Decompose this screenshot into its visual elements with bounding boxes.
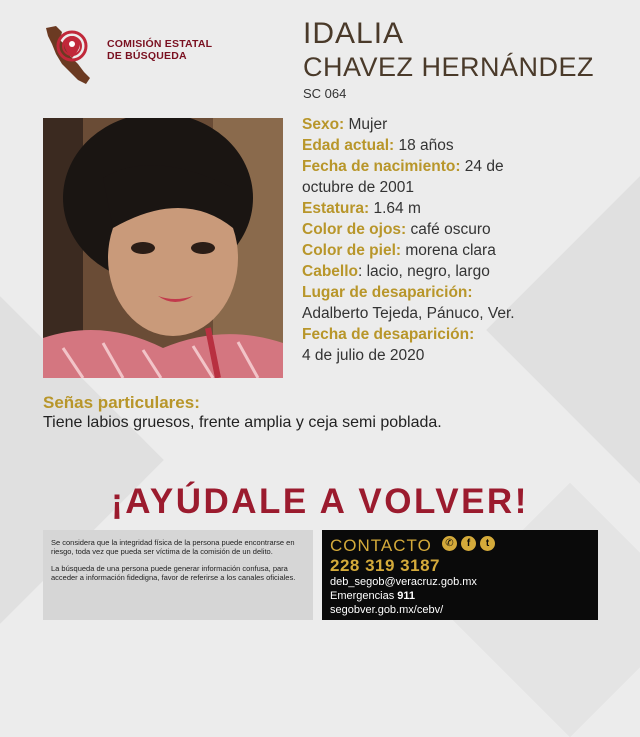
org-name [107,38,212,62]
slogan: ¡AYÚDALE A VOLVER! [111,482,529,521]
social-icons [442,536,495,551]
contact-emergency: Emergencias 911 [330,590,416,602]
edad-row: Edad actual: 18 años [302,137,454,154]
estatura-row: Estatura: 1.64 m [302,200,421,217]
lugar-label-row: Lugar de desaparición: [302,284,473,301]
contact-phone[interactable]: 228 319 3187 [330,556,440,575]
first-name: IDALIA [303,17,405,50]
ojos-row: Color de ojos: café oscuro [302,221,491,238]
legal-paragraph-1: Se considera que la integridad física de la persona puede encontrarse en riesgo, toda vez que pueda ser víctima de la comisión de un delito. [51,538,295,556]
nacimiento-row-cont: octubre de 2001 [302,179,415,196]
contact-website[interactable]: segobver.gob.mx/cebv/ [330,604,444,616]
twitter-icon[interactable]: t [480,536,495,551]
person-details [302,114,622,366]
cabello-row: Cabello: lacio, negro, largo [302,263,490,280]
case-code: SC 064 [303,86,347,101]
legal-notice [43,530,313,620]
logo [40,22,240,92]
last-name: CHAVEZ HERNÁNDEZ [303,52,595,82]
org-name-line2: DE BÚSQUEDA [107,50,187,62]
person-photo [43,118,283,378]
logo-map-icon [40,22,106,88]
org-name-line1: COMISIÓN ESTATAL [107,38,213,50]
senas-label: Señas particulares: [43,393,200,412]
legal-paragraph-2: La búsqueda de una persona puede generar información confusa, para acceder a información fidedigna, favor de referirse a los canales oficiales. [51,564,296,582]
sexo-row: Sexo: Mujer [302,116,388,133]
fecha-label-row: Fecha de desaparición: [302,326,475,343]
senas-text: Tiene labios gruesos, frente amplia y ceja semi poblada. [43,414,442,431]
contact-title: CONTACTO [330,536,432,555]
piel-row: Color de piel: morena clara [302,242,496,259]
lugar-value-row: Adalberto Tejeda, Pánuco, Ver. [302,305,515,322]
contact-email[interactable]: deb_segob@veracruz.gob.mx [330,576,477,588]
facebook-icon[interactable]: f [461,536,476,551]
whatsapp-icon[interactable]: ✆ [442,536,457,551]
fecha-value-row: 4 de julio de 2020 [302,347,425,364]
nacimiento-row: Fecha de nacimiento: 24 de [302,158,504,175]
contact-box [322,530,598,620]
